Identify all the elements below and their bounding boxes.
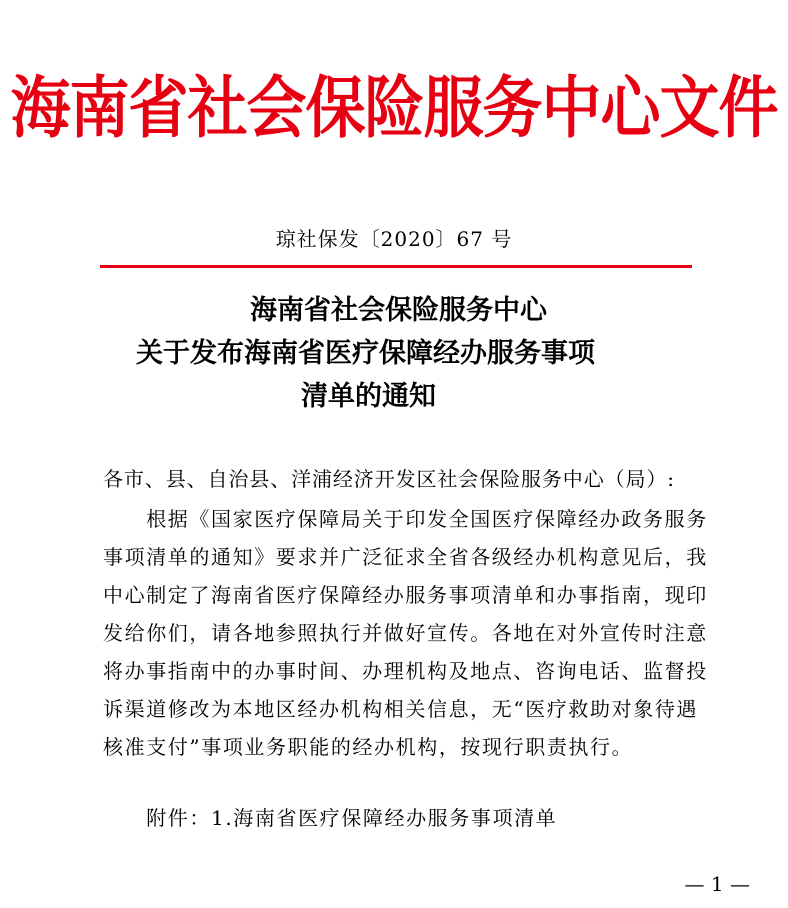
paragraph-line: 根据《国家医疗保障局关于印发全国医疗保障经办政务服务 <box>103 507 708 531</box>
attachment-line: 附件：1.海南省医疗保障经办服务事项清单 <box>103 806 558 830</box>
paragraph-line: 诉渠道修改为本地区经办机构相关信息，无“医疗救助对象待遇 <box>103 697 699 721</box>
notice-title-line-3: 清单的通知 <box>301 381 436 412</box>
paragraph-line: 事项清单的通知》要求并广泛征求全省各级经办机构意见后，我 <box>103 545 708 569</box>
paragraph-line: 将办事指南中的办事时间、办理机构及地点、咨询电话、监督投 <box>103 659 708 683</box>
page-number: — 1 — <box>684 872 750 896</box>
paragraph-line: 中心制定了海南省医疗保障经办服务事项清单和办事指南，现印 <box>103 583 708 607</box>
salutation: 各市、县、自治县、洋浦经济开发区社会保险服务中心（局）: <box>103 467 675 491</box>
document-number: 琼社保发〔2020〕67 号 <box>275 227 513 251</box>
paragraph-line: 核准支付”事项业务职能的经办机构，按现行职责执行。 <box>103 735 634 759</box>
paragraph-line: 发给你们，请各地参照执行并做好宣传。各地在对外宣传时注意 <box>103 621 708 645</box>
notice-title-line-2: 关于发布海南省医疗保障经办服务事项 <box>136 338 595 369</box>
red-divider-line <box>100 265 692 268</box>
document-header-title: 海南省社会保险服务中心文件 <box>10 69 778 148</box>
notice-title-line-1: 海南省社会保险服务中心 <box>250 295 547 326</box>
